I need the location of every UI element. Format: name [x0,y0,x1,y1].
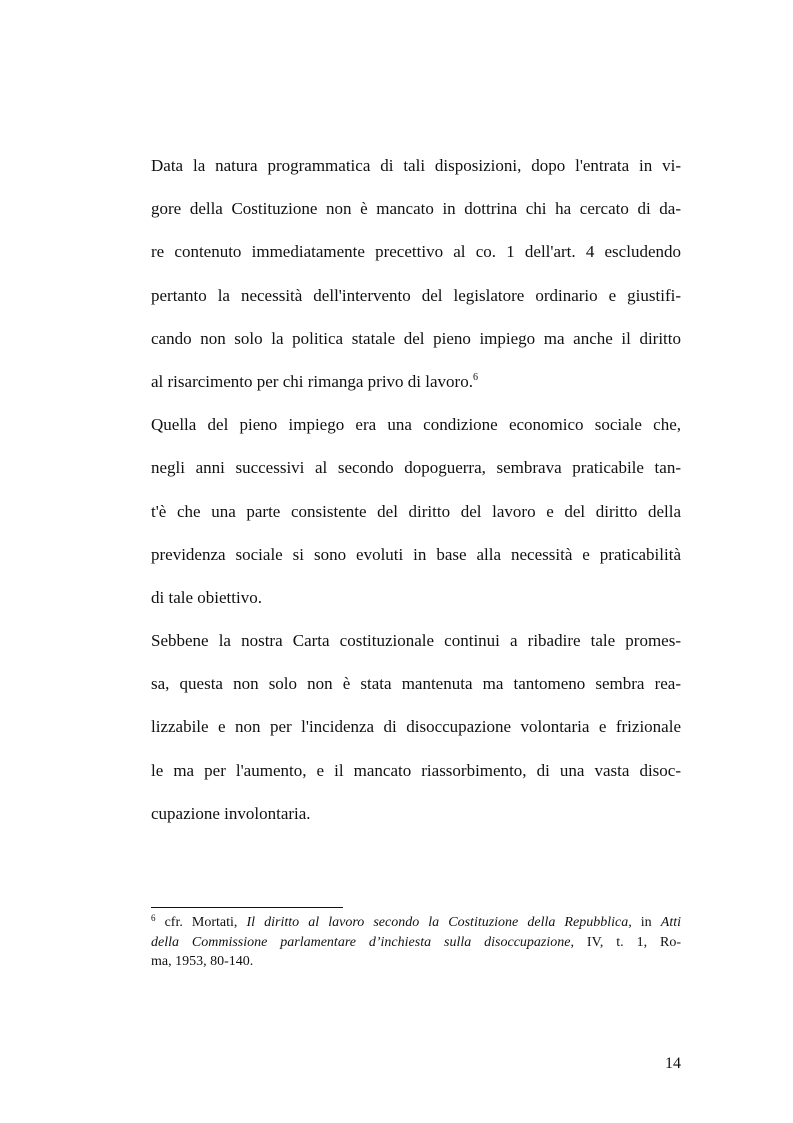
text-line: di tale obiettivo. [151,587,262,607]
footnote-reference[interactable]: 6 [472,371,478,383]
text-line: Quella del pieno impiego era una condizione economico sociale che, [151,415,681,435]
footnote [151,913,681,972]
text-line: t'è che una parte consistente del diritto del lavoro e del diritto della [151,501,681,521]
footnote-line [151,913,681,933]
footnote-line [151,933,681,953]
text-line: lizzabile e non per l'incidenza di disoccupazione volontaria e frizionale [151,717,681,737]
text-line: le ma per l'aumento, e il mancato riassorbimento, di una vasta disoc- [151,760,681,780]
text-line [151,360,681,403]
footnote-title: Atti [660,915,681,930]
footnote-title: Il diritto al lavoro secondo la Costituzione della Repubblica [246,915,629,930]
text-line-content: al risarcimento per chi rimanga privo di lavoro. [151,371,473,391]
footnote-line: ma, 1953, 80-140. [151,954,254,969]
text-line: sa, questa non solo non è stata mantenuta ma tantomeno sembra rea- [151,674,681,694]
footnote-text: , in [628,915,661,930]
page-number: 14 [665,1055,681,1072]
footnote-marker: 6 [151,913,156,923]
text-line: previdenza sociale si sono evoluti in base alla necessità e praticabilità [151,544,681,564]
footnote-title: della Commissione parlamentare d’inchiesta sulla disoccupazione [151,934,571,950]
text-line: pertanto la necessità dell'intervento del legislatore ordinario e giustifi- [151,285,681,305]
text-line: negli anni successivi al secondo dopoguerra, sembrava praticabile tan- [151,458,681,478]
text-line: gore della Costituzione non è mancato in dottrina chi ha cercato di da- [151,199,681,219]
text-line: cupazione involontaria. [151,803,311,823]
text-line: cando non solo la politica statale del pieno impiego ma anche il diritto [151,328,681,348]
footnote-text: , IV, t. 1, Ro- [570,934,682,950]
text-line: Sebbene la nostra Carta costituzionale continui a ribadire tale promes- [151,631,681,651]
body-text [151,144,681,835]
footnote-separator [151,907,343,908]
text-line: re contenuto immediatamente precettivo al co. 1 dell'art. 4 escludendo [151,242,681,262]
text-line: Data la natura programmatica di tali disposizioni, dopo l'entrata in vi- [151,156,681,175]
footnote-text: cfr. Mortati, [155,915,247,930]
